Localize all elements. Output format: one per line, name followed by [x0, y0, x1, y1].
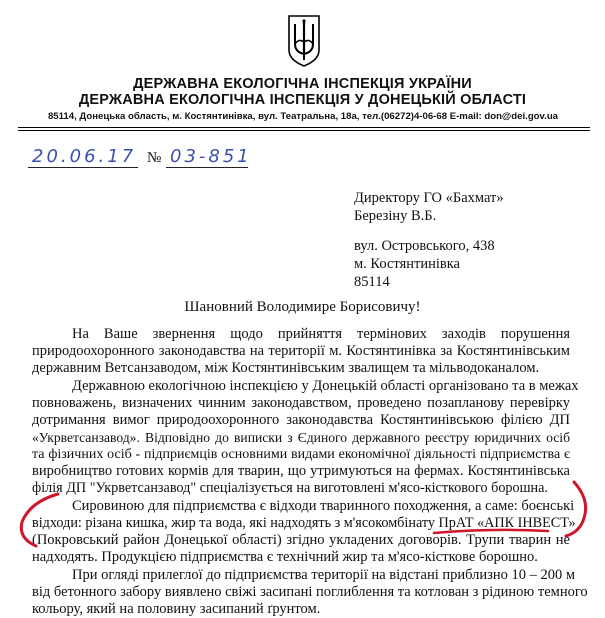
org-name-line-1: ДЕРЖАВНА ЕКОЛОГІЧНА ІНСПЕКЦІЯ УКРАЇНИ — [133, 76, 472, 92]
addressee-name: Березіну В.Б. — [354, 208, 437, 224]
registration-number: 03-851 — [170, 146, 252, 167]
addressee-postcode: 85114 — [354, 274, 390, 290]
body-line: виробництво готових кормів для тварин, що утримуються на фермах. Костянтинівська — [32, 463, 570, 479]
body-line: повноважень, визначених чинним законодавством, проведено позапланову перевірку — [32, 395, 570, 411]
body-line: природоохоронного законодавства на території м. Костянтинівка за Костянтинівським — [32, 343, 570, 359]
body-line: та фізичних осіб - підприємців основними видами економічної діяльності підприємства є — [32, 447, 570, 462]
number-underline — [166, 167, 248, 168]
body-line: відходи: різана кишка, жир та вода, які надходять з м'ясокомбінату ПрАТ «АПК ІНВЕСТ» — [32, 515, 576, 531]
number-label: № — [147, 150, 162, 166]
registration-date: 20.06.17 — [32, 146, 137, 167]
org-name-line-2: ДЕРЖАВНА ЕКОЛОГІЧНА ІНСПЕКЦІЯ У ДОНЕЦЬКІЙ ОБЛАСТІ — [78, 92, 527, 108]
org-address-line: 85114, Донецька область, м. Костянтинівка, вул. Театральна, 18а, тел.(06272)4-06-68 E-mail: don@dei.gov.ua — [47, 111, 559, 122]
addressee-street: вул. Островського, 438 — [354, 238, 495, 254]
date-underline — [28, 167, 138, 168]
body-line: від бетонного забору виявлено свіжі засипані поглиблення та котлован з рідиною темного — [32, 584, 588, 600]
salutation: Шановний Володимире Борисовичу! — [184, 299, 421, 315]
body-line: «Укрветсанзавод». Відповідно до виписки з Єдиного державного реєстру юридичних осіб — [32, 430, 570, 445]
body-line: При огляді прилеглої до підприємства території на відстані приблизно 10 – 200 м — [72, 567, 576, 583]
body-line: філія ДП "Укрветсанзавод" спеціалізується на виготовлені м'ясо-кісткового борошна. — [32, 480, 548, 496]
body-line: (Покровський район Донецької області) згідно укладених договорів. Трупи тварин не — [32, 532, 570, 548]
ukraine-trident-emblem-icon — [287, 14, 321, 68]
body-line: дотримання вимог природоохоронного законодавства Костянтинівською філією ДП — [32, 412, 570, 428]
body-line: державним Ветсанзаводом, між Костянтинівським звалищем та мільводоканалом. — [32, 360, 540, 376]
body-line: Державною екологічною інспекцією у Донецькій області організовано та в межах — [72, 378, 579, 394]
body-line: Сировиною для підприємства є відходи тваринного походження, а саме: боєнські — [72, 498, 575, 514]
body-line: На Ваше звернення щодо прийняття термінових заходів порушення — [72, 326, 570, 342]
addressee-position: Директору ГО «Бахмат» — [354, 190, 504, 206]
body-line: надходять. Продукцією підприємства є технічний жир та м'ясо-кісткове борошно. — [32, 549, 538, 565]
addressee-city: м. Костянтинівка — [354, 256, 460, 272]
body-line: кольору, який на половину засипаний ґрунтом. — [32, 601, 321, 617]
header-divider-thin — [18, 130, 590, 131]
header-divider-thick — [18, 127, 590, 128]
